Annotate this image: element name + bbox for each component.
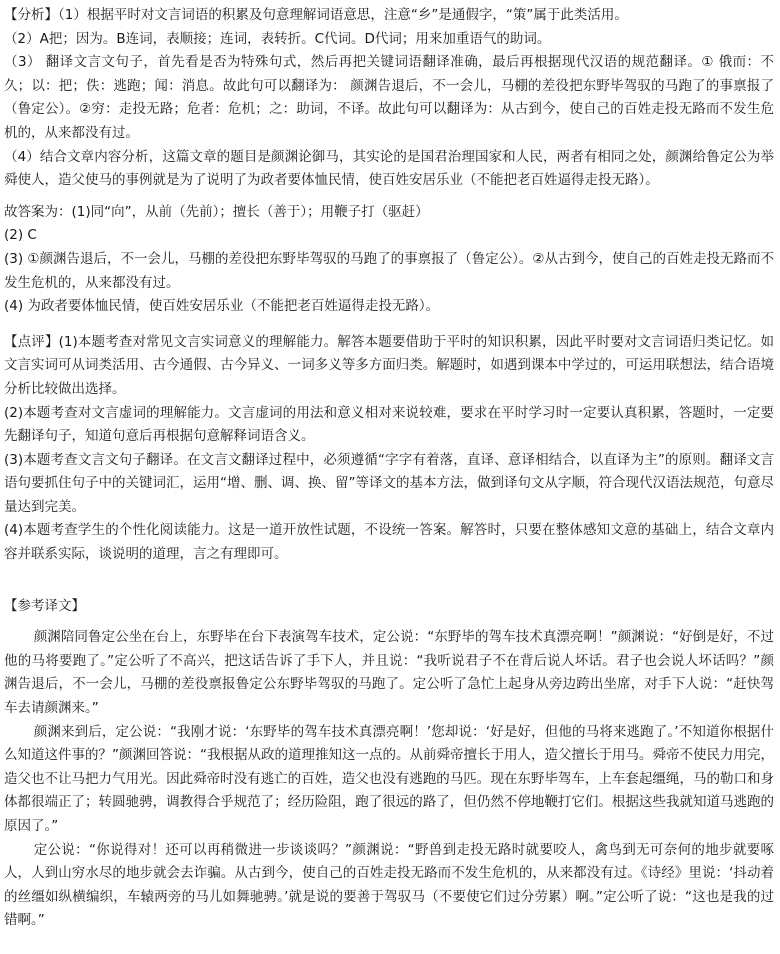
spacer: [4, 319, 774, 331]
translation-paragraph-2: 颜渊来到后，定公说：“我刚才说：‘东野毕的驾车技术真漂亮啊！’您却说：‘好是好，但他的马将来逃跑了。’不知道你根据什么知道这件事的？”颜渊回答说：“我根据从政的道理推知这一点的。从前舜帝擅长于用人，造父擅长于用马。舜帝不使民力用完，造父也不让马把力气用光。因此舜帝时没有逃亡的百姓，造父也没有逃跑的马匹。现在东野毕驾车，上车套起缰绳，马的勒口和身体都很端正了；转圆驰骋，调教得合乎规范了；经历险阻，跑了很远的路了，但仍然不停地鞭打它们。根据这些我就知道马逃跑的原因了。”: [4, 723, 774, 834]
spacer: [4, 193, 774, 201]
translation-heading: 【参考译文】: [4, 597, 85, 614]
analysis-line-2: （2）A把；因为。B连词，表顺接；连词，表转折。C代词。D代词；用来加重语气的助词。: [4, 30, 551, 47]
translation-paragraph-1: 颜渊陪同鲁定公坐在台上，东野毕在台下表演驾车技术，定公说：“东野毕的驾车技术真漂亮啊！”颜渊说：“好倒是好，不过他的马将要跑了。”定公听了不高兴，把这话告诉了手下人，并且说：“我听说君子不在背后说人坏话。君子也会说人坏话吗？”颜渊告退后，不一会儿，马棚的差役禀报鲁定公东野毕驾驭的马跑了。定公听了急忙上起身从旁边跨出坐席，对手下人说：“赶快驾车去请颜渊来。”: [4, 629, 774, 717]
comment-line-3: (3)本题考查文言文句子翻译。在文言文翻译过程中，必须遵循“字字有着落，直译、意译相结合，以直译为主”的原则。翻译文言语句要抓住句子中的关键词汇，运用“增、删、调、换、留”等译文的基本方法，做到译句文从字顺，符合现代汉语法规范，句意尽量达到完美。: [4, 451, 774, 515]
translation-paragraph-3: 定公说：“你说得对！还可以再稍微进一步谈谈吗？”颜渊说：“野兽到走投无路时就要咬人，禽鸟到无可奈何的地步就要啄人，人到山穷水尽的地步就会去诈骗。从古到今，使自己的百姓走投无路而不发生危机的，从来都没有过。《诗经》里说：‘抖动着的丝缰如纵横编织，车辕两旁的马儿如舞驰骋。’就是说的要善于驾驭马（不要使它们过分劳累）啊。”定公听了说：“这也是我的过错啊。”: [4, 841, 774, 929]
answer-line-4: (4) 为政者要体恤民情，使百姓安居乐业（不能把老百姓逼得走投无路）。: [4, 298, 440, 315]
answer-line-1: 故答案为：(1)同“向”，从前（先前）；擅长（善于）；用鞭子打（驱赶）: [4, 203, 429, 220]
comment-line-1: 【点评】(1)本题考查对常见文言实词意义的理解能力。解答本题要借助于平时的知识积累，因此平时要对文言词语归类记忆。如文言实词可从词类活用、古今通假、古今异义、一词多义等多方面归类。解题时，如遇到课本中学过的，可运用联想法，结合语境分析比较做出选择。: [4, 333, 774, 397]
analysis-section: [4, 4, 774, 193]
answer-line-3: (3) ①颜渊告退后，不一会儿，马棚的差役把东野毕驾驭的马跑了的事禀报了（鲁定公）。②从古到今，使自己的百姓走投无路而不发生危机的，从来都没有过。: [4, 250, 774, 291]
analysis-line-1: 【分析】（1）根据平时对文言词语的积累及句意理解词语意思，注意“乡”是通假字，“策”属于此类活用。: [4, 7, 628, 23]
analysis-line-4: （4）结合文章内容分析，这篇文章的题目是颜渊论御马，其实论的是国君治理国家和人民，两者有相同之处，颜渊给鲁定公为举舜使人，造父使马的事例就是为了说明了为政者要体恤民情，使百姓安居乐业（不能把老百姓逼得走投无路）。: [4, 148, 774, 189]
comment-line-4: (4)本题考查学生的个性化阅读能力。这是一道开放性试题，不设统一答案。解答时，只要在整体感知文意的基础上，结合文章内容并联系实际，谈说明的道理，言之有理即可。: [4, 522, 774, 563]
comment-section: [4, 331, 774, 567]
spacer: [4, 567, 774, 595]
comment-line-2: (2)本题考查对文言虚词的理解能力。文言虚词的用法和意义相对来说较难，要求在平时学习时一定要认真积累，答题时，一定要先翻译句子，知道句意后再根据句意解释词语含义。: [4, 404, 774, 445]
translation-section: [4, 595, 774, 933]
analysis-line-3: （3） 翻译文言文句子，首先看是否为特殊句式，然后再把关键词语翻译准确，最后再根据现代汉语的规范翻译。① 俄而：不久；以：把；佚：逃跑；闻：消息。故此句可以翻译为： 颜渊告退后，不一会儿，马棚的差役把东野毕驾驭的马跑了的事禀报了（鲁定公）。②穷：走投无路；危者：危机；之：助词，不译。故此句可以翻译为：从古到今，使自己的百姓走投无路而不发生危机的，从来都没有过。: [4, 54, 774, 141]
answer-line-2: (2) C: [4, 227, 37, 244]
spacer: [4, 618, 774, 626]
answers-section: [4, 201, 774, 319]
